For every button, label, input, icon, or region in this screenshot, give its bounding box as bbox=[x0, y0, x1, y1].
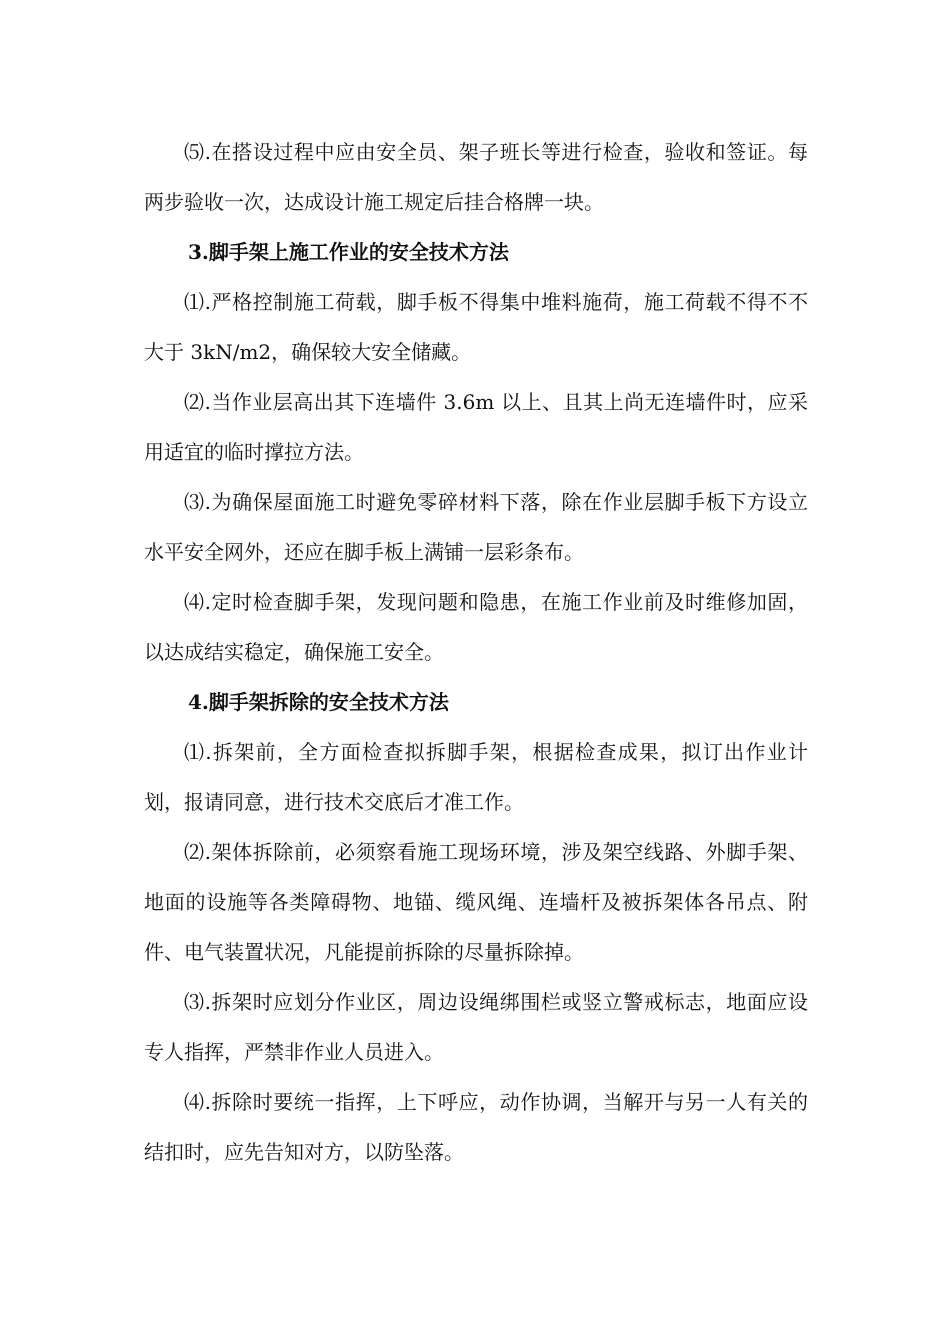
section-heading-3: 3.脚手架上施工作业的安全技术方法 bbox=[188, 240, 509, 264]
document-body bbox=[144, 127, 808, 1177]
paragraph-2-temporary-bracing: ⑵.当作业层高出其下连墙件 3.6m 以上、且其上尚无连墙件时，应采用适宜的临时撑拉方法。 bbox=[144, 390, 808, 464]
paragraph-3-safety-net: ⑶.为确保屋面施工时避免零碎材料下落，除在作业层脚手板下方设立水平安全网外，还应在脚手板上满铺一层彩条布。 bbox=[144, 490, 808, 564]
paragraph-3-work-zone: ⑶.拆架时应划分作业区，周边设绳绑围栏或竖立警戒标志，地面应设专人指挥，严禁非作业人员进入。 bbox=[144, 990, 808, 1064]
paragraph-2-site-environment: ⑵.架体拆除前，必须察看施工现场环境，涉及架空线路、外脚手架、地面的设施等各类障碍物、地锚、缆风绳、连墙杆及被拆架体各吊点、附件、电气装置状况，凡能提前拆除的尽量拆除掉。 bbox=[144, 840, 808, 964]
paragraph-4-periodic-check: ⑷.定时检查脚手架，发现问题和隐患，在施工作业前及时维修加固，以达成结实稳定，确保施工安全。 bbox=[144, 590, 808, 664]
paragraph-5-inspection: ⑸.在搭设过程中应由安全员、架子班长等进行检查，验收和签证。每两步验收一次，达成设计施工规定后挂合格牌一块。 bbox=[144, 140, 808, 214]
paragraph-1-load-control: ⑴.严格控制施工荷载，脚手板不得集中堆料施荷，施工荷载不得不不大于 3kN/m2，确保较大安全储藏。 bbox=[144, 290, 808, 364]
paragraph-4-unified-command: ⑷.拆除时要统一指挥，上下呼应，动作协调，当解开与另一人有关的结扣时，应先告知对方，以防坠落。 bbox=[144, 1090, 808, 1164]
section-heading-4: 4.脚手架拆除的安全技术方法 bbox=[188, 690, 449, 714]
paragraph-1-pre-dismantle-check: ⑴.拆架前，全方面检查拟拆脚手架，根据检查成果，拟订出作业计划，报请同意，进行技术交底后才准工作。 bbox=[144, 740, 808, 814]
